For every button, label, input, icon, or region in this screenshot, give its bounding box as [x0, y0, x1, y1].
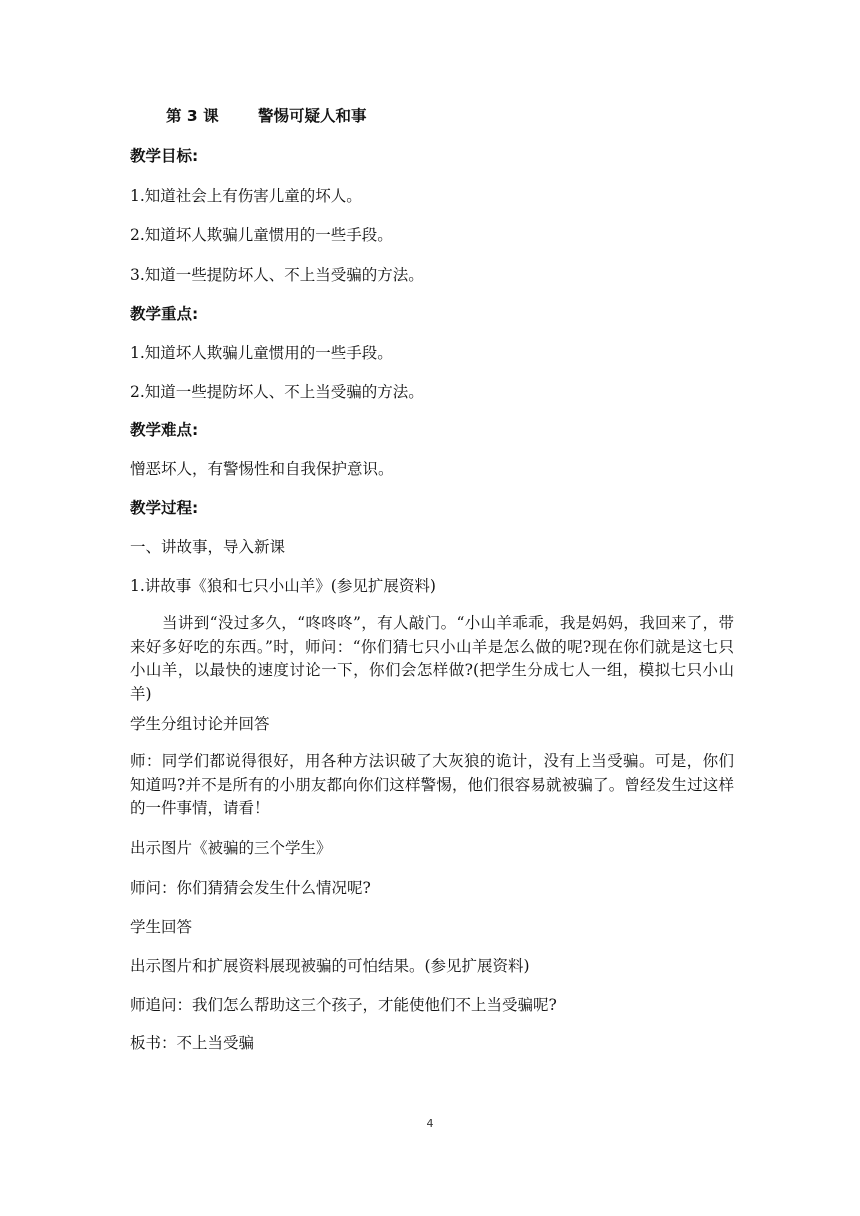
objective-item-3: 3.知道一些提防坏人、不上当受骗的方法。: [130, 266, 424, 284]
lesson-number: 第 3 课: [166, 107, 219, 125]
objective-item-2: 2.知道坏人欺骗儿童惯用的一些手段。: [130, 226, 393, 244]
process-step-1: 1.讲故事《狼和七只小山羊》(参见扩展资料): [130, 577, 436, 595]
difficulties-heading: 教学难点:: [130, 421, 199, 439]
story-paragraph: 当讲到“没过多久，“咚咚咚”，有人敲门。“小山羊乖乖，我是妈妈，我回来了，带来好多好吃的东西。”时，师问：“你们猜七只小山羊是怎么做的呢?现在你们就是这七只小山羊，以最快的速度讨论一下，你们会怎样做?(把学生分成七人一组，模拟七只小山羊): [130, 614, 734, 703]
objective-item-1: 1.知道社会上有伤害儿童的坏人。: [130, 187, 362, 205]
process-heading: 教学过程:: [130, 499, 199, 517]
teacher-question: 师问：你们猜猜会发生什么情况呢?: [130, 879, 371, 897]
teacher-remark: 师：同学们都说得很好，用各种方法识破了大灰狼的诡计，没有上当受骗。可是，你们知道吗?并不是所有的小朋友都向你们这样警惕，他们很容易就被骗了。曾经发生过这样的一件事情，请看！: [130, 752, 734, 817]
student-answer: 学生回答: [130, 918, 193, 936]
key-points-heading: 教学重点:: [130, 305, 199, 323]
teacher-followup: 师追问：我们怎么帮助这三个孩子，才能使他们不上当受骗呢?: [130, 996, 557, 1014]
page-number: 4: [426, 1117, 434, 1130]
show-picture: 出示图片《被骗的三个学生》: [130, 839, 332, 857]
group-discussion: 学生分组讨论并回答: [130, 715, 270, 733]
difficulties-text: 憎恶坏人，有警惕性和自我保护意识。: [130, 460, 394, 478]
blackboard-note: 板书：不上当受骗: [130, 1034, 255, 1052]
key-point-item-1: 1.知道坏人欺骗儿童惯用的一些手段。: [130, 344, 393, 362]
process-section-1: 一、讲故事，导入新课: [130, 538, 286, 556]
lesson-name: 警惕可疑人和事: [258, 107, 367, 125]
lesson-title: [166, 107, 367, 125]
show-results: 出示图片和扩展资料展现被骗的可怕结果。(参见扩展资料): [130, 957, 530, 975]
key-point-item-2: 2.知道一些提防坏人、不上当受骗的方法。: [130, 383, 424, 401]
objectives-heading: 教学目标:: [130, 147, 199, 165]
